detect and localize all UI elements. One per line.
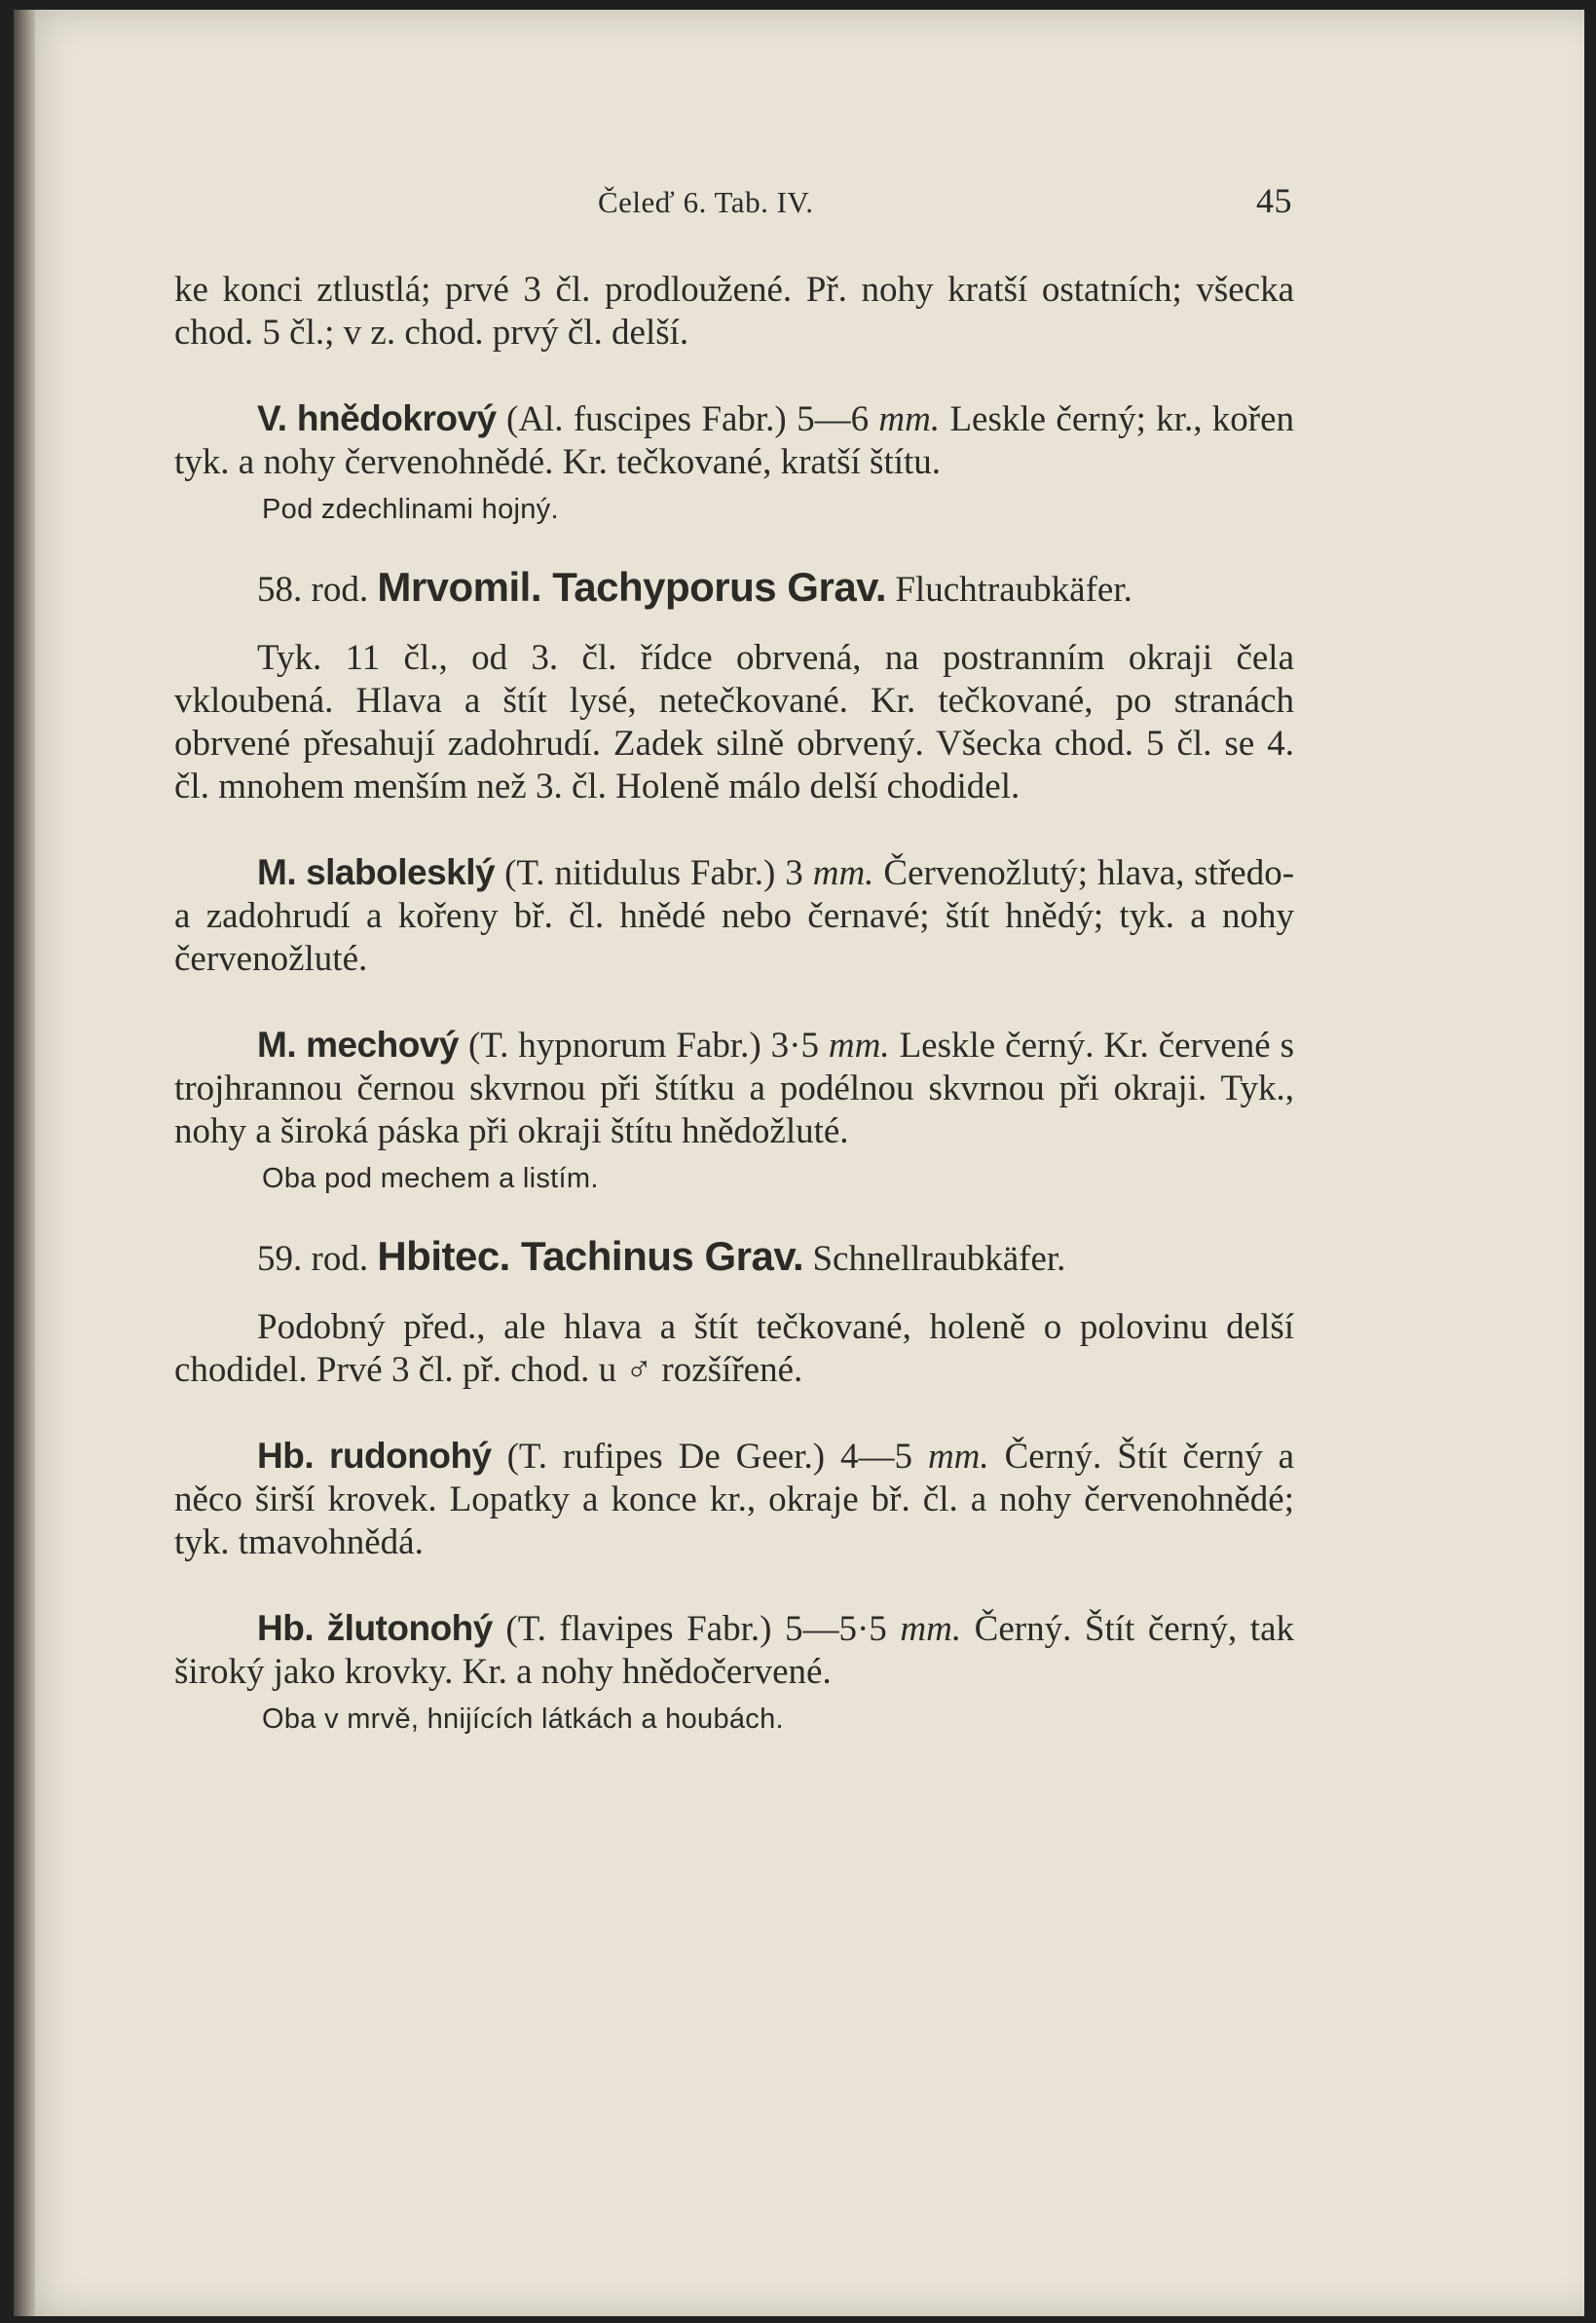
species-unit: mm.: [900, 1609, 962, 1649]
species-name: hnědokrový: [296, 398, 497, 438]
species-latin: (T. nitidulus Fabr.) 3: [504, 853, 803, 893]
species-unit: mm.: [878, 399, 941, 439]
running-head: Čeleď 6. Tab. IV.: [598, 185, 814, 219]
genus-number: 59. rod.: [257, 1239, 369, 1279]
genus-name: Mrvomil. Tachyporus Grav.: [377, 564, 887, 610]
genus-heading: [174, 566, 1294, 612]
species-unit: mm.: [828, 1026, 890, 1066]
page-number: 45: [1256, 181, 1292, 220]
species-latin: (T. hypnorum Fabr.) 3·5: [467, 1026, 819, 1066]
genus-description: Tyk. 11 čl., od 3. čl. řídce obrvená, na postranním okraji čela vkloubená. Hlava a štít lysé, netečkované. Kr. tečkované, po stranách obrvené přesahují zadohrudí. Zadek silně obrvený. Všecka chod. 5 čl. se 4. čl. mnohem menším než 3. čl. Holeně málo delší chodidel.: [174, 638, 1294, 806]
species-entry: [174, 851, 1294, 981]
species-name: žlutonohý: [326, 1608, 493, 1648]
species-unit: mm.: [927, 1437, 989, 1477]
genus-name: Hbitec. Tachinus Grav.: [377, 1233, 804, 1279]
species-abbr: V.: [257, 398, 287, 438]
habitat-note: Oba pod mechem a listím.: [262, 1163, 599, 1194]
species-abbr: M.: [257, 852, 297, 892]
genus-number: 58. rod.: [257, 570, 369, 610]
species-description: Červenožlutý; hlava, středo- a zadohrudí a kořeny bř. čl. hnědé nebo černavé; štít hnědý; tyk. a nohy červenožluté.: [174, 853, 1295, 979]
genus-german-name: Fluchtraubkäfer.: [895, 570, 1132, 610]
species-entry: [174, 397, 1294, 484]
species-entry: [174, 1607, 1294, 1694]
habitat-note: Oba v mrvě, hnijících látkách a houbách.: [262, 1704, 784, 1735]
species-name: slabolesklý: [306, 852, 496, 892]
page-spine-shadow: [14, 10, 35, 2316]
species-name: mechový: [306, 1025, 459, 1065]
species-latin: (T. rufipes De Geer.) 4—5: [506, 1437, 913, 1477]
page-text: [174, 269, 1294, 1739]
species-unit: mm.: [812, 853, 874, 893]
genus-heading: [174, 1235, 1294, 1281]
species-description: Černý. Štít černý a něco širší krovek. Lopatky a konce kr., okraje bř. čl. a nohy červenohnědé; tyk. tmavohnědá.: [174, 1437, 1295, 1562]
genus-description: Podobný před., ale hlava a štít tečkované, holeně o polovinu delší chodidel. Prvé 3 čl. př. chod. u ♂ rozšířené.: [174, 1307, 1294, 1390]
species-abbr: Hb.: [257, 1608, 315, 1648]
species-description: Leskle černý. Kr. červené s trojhrannou černou skvrnou při štítku a podélnou skvrnou při okraji. Tyk., nohy a široká páska při okraji štítu hnědožluté.: [174, 1026, 1295, 1151]
species-latin: (Al. fuscipes Fabr.) 5—6: [505, 399, 870, 439]
species-name: rudonohý: [329, 1436, 492, 1476]
species-entry: [174, 1435, 1294, 1564]
habitat-note: Pod zdechlinami hojný.: [262, 494, 559, 525]
paragraph-continuation: ke konci ztlustlá; prvé 3 čl. prodloužené. Př. nohy kratší ostatních; všecka chod. 5 čl.; v z. chod. prvý čl. delší.: [174, 270, 1294, 353]
species-latin: (T. flavipes Fabr.) 5—5·5: [505, 1609, 887, 1649]
genus-german-name: Schnellraubkäfer.: [812, 1239, 1066, 1279]
species-entry: [174, 1024, 1294, 1153]
species-description: Leskle černý; kr., kořen tyk. a nohy červenohnědé. Kr. tečkované, kratší štítu.: [174, 399, 1295, 482]
species-abbr: M.: [257, 1025, 297, 1065]
book-page: [14, 10, 1584, 2316]
species-description: Černý. Štít černý, tak široký jako krovky. Kr. a nohy hnědočervené.: [174, 1609, 1295, 1692]
species-abbr: Hb.: [257, 1436, 315, 1476]
